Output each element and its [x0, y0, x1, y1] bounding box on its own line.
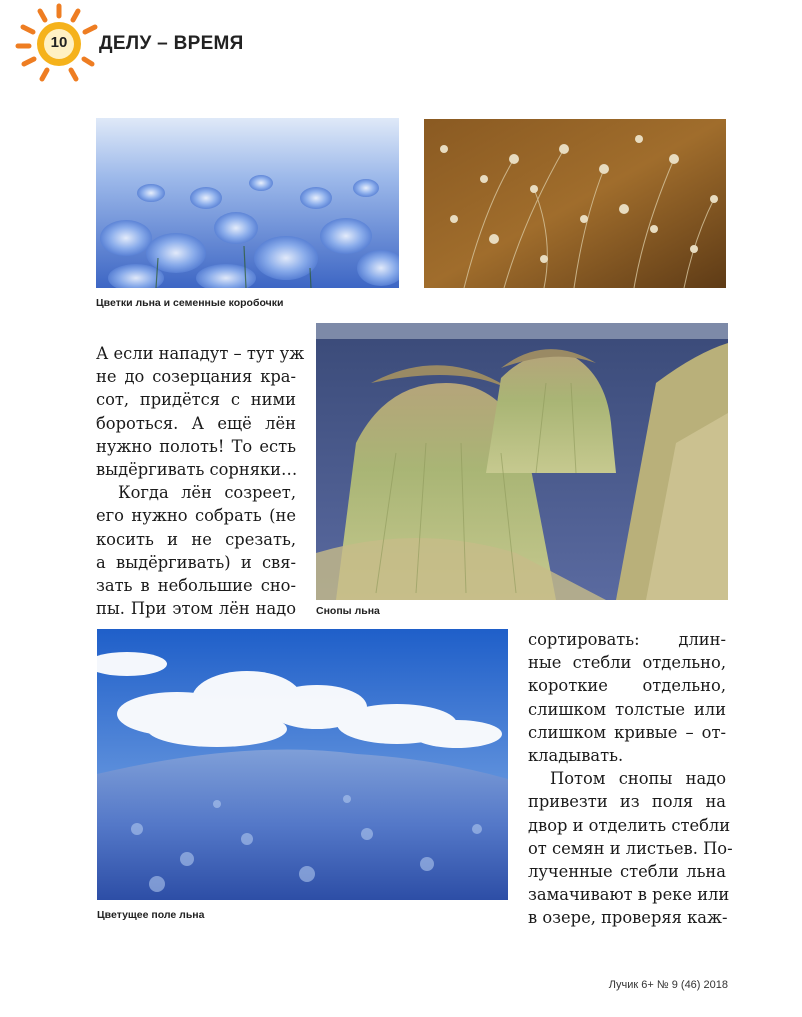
- text-line: косить и не срезать,: [96, 529, 296, 549]
- text-line: не до созерцания кра-: [96, 367, 296, 387]
- text-line: привезти из поля на: [528, 792, 726, 812]
- text-line: выдёргивать сорняки…: [96, 460, 298, 480]
- issue-footer: Лучик 6+ № 9 (46) 2018: [608, 979, 728, 991]
- text-line: нужно полоть! То есть: [96, 436, 296, 456]
- text-line: а выдёргивать) и свя-: [96, 552, 296, 572]
- text-line: Когда лён созреет,: [118, 483, 296, 503]
- caption-flowers-and-pods: Цветки льна и семенные коробочки: [96, 297, 284, 309]
- flax-sheaves-photo: [316, 323, 728, 600]
- text-line: А если нападут – тут уж: [96, 344, 305, 363]
- text-line: лученные стебли льна: [528, 862, 726, 882]
- page-number: 10: [50, 34, 68, 51]
- text-line: Потом снопы надо: [550, 769, 726, 789]
- text-line: бороться. А ещё лён: [96, 413, 296, 433]
- caption-field: Цветущее поле льна: [97, 909, 205, 921]
- text-line: от семян и листьев. По-: [528, 838, 733, 858]
- text-line: короткие отдельно,: [528, 676, 726, 696]
- text-line: слишком кривые – от-: [528, 722, 726, 742]
- text-line: сортировать: длин-: [528, 630, 726, 649]
- text-line: зать в небольшие сно-: [96, 576, 296, 596]
- text-line: пы. При этом лён надо: [96, 599, 296, 619]
- article-right-column: [528, 628, 733, 930]
- text-line: ные стебли отдельно,: [528, 653, 726, 673]
- seed-pods-photo: [424, 119, 726, 288]
- text-line: замачивают в реке или: [528, 885, 730, 905]
- text-line: его нужно собрать (не: [96, 506, 296, 526]
- text-line: кладывать.: [528, 746, 624, 766]
- section-title: ДЕЛУ – ВРЕМЯ: [99, 33, 244, 54]
- text-line: слишком толстые или: [528, 699, 726, 719]
- text-line: двор и отделить стебли: [528, 815, 731, 835]
- article-left-column: [96, 342, 305, 620]
- caption-sheaves: Снопы льна: [316, 605, 380, 617]
- flax-flowers-photo: [96, 118, 399, 288]
- flax-field-photo: [97, 629, 508, 900]
- text-line: в озере, проверяя каж-: [528, 908, 728, 928]
- text-line: сот, придётся с ними: [96, 390, 296, 410]
